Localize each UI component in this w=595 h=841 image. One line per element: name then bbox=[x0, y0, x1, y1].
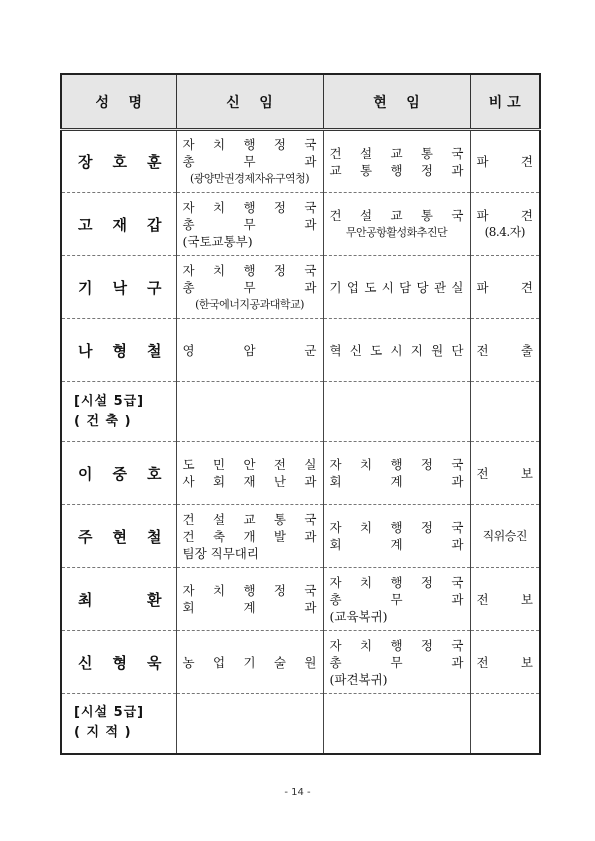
note-line: 파 견 bbox=[476, 208, 533, 223]
person-name: 신 형 욱 bbox=[78, 653, 162, 672]
current-position-cell bbox=[323, 505, 470, 568]
person-name: 이 중 호 bbox=[78, 464, 162, 483]
person-name: 최 환 bbox=[78, 590, 162, 609]
person-name-cell bbox=[61, 631, 176, 694]
note-line: 파 견 bbox=[476, 154, 533, 169]
group-heading-row bbox=[61, 382, 540, 442]
note-line: 직위승진 bbox=[482, 528, 527, 543]
cell-line: 농 업 기 술 원 bbox=[182, 654, 317, 670]
cell-line: 건 설 교 통 국 bbox=[329, 208, 464, 223]
empty-cell bbox=[323, 694, 470, 754]
cell-line: 영 암 군 bbox=[182, 342, 317, 358]
cell-line: (국토교통부) bbox=[182, 233, 253, 249]
person-name-cell bbox=[61, 130, 176, 193]
cell-line: 총 무 과 bbox=[182, 279, 317, 295]
cell-line: (한국에너지공과대학교) bbox=[195, 297, 304, 311]
group-heading-line: ( 지 적 ) bbox=[74, 725, 132, 741]
empty-cell bbox=[323, 382, 470, 442]
cell-line: 건 설 교 통 국 bbox=[329, 145, 464, 161]
cell-line: (교육복귀) bbox=[329, 608, 388, 624]
cell-line: 회 계 과 bbox=[329, 537, 464, 552]
new-position-cell bbox=[176, 130, 323, 193]
cell-line: 자 치 행 정 국 bbox=[329, 457, 464, 472]
table-row bbox=[61, 505, 540, 568]
table-row bbox=[61, 193, 540, 256]
group-heading-line: ( 건 축 ) bbox=[74, 413, 132, 429]
table-row bbox=[61, 568, 540, 631]
cell-line: 건 설 교 통 국 bbox=[182, 511, 317, 527]
group-heading-line: [시설 5급] bbox=[74, 393, 145, 409]
person-name: 고 재 갑 bbox=[78, 215, 162, 234]
note-line: 전 출 bbox=[476, 342, 533, 358]
cell-line: 총 무 과 bbox=[329, 591, 464, 607]
empty-cell bbox=[470, 382, 540, 442]
person-name: 기 낙 구 bbox=[78, 278, 162, 297]
note-line: 전 보 bbox=[476, 591, 533, 607]
person-name-cell bbox=[61, 319, 176, 382]
cell-line: 자 치 행 정 국 bbox=[329, 574, 464, 590]
cell-line: 자 치 행 정 국 bbox=[182, 262, 317, 278]
cell-line: 사 회 재 난 과 bbox=[182, 474, 317, 489]
group-heading-line: [시설 5급] bbox=[74, 705, 145, 721]
personnel-table bbox=[60, 73, 541, 755]
cell-line: 자 치 행 정 국 bbox=[329, 637, 464, 653]
cell-line: 자 치 행 정 국 bbox=[182, 199, 317, 215]
cell-line: 혁 신 도 시 지 원 단 bbox=[329, 342, 464, 358]
person-name: 장 호 훈 bbox=[78, 153, 162, 171]
cell-line: 기 업 도 시 담 당 관 실 bbox=[329, 279, 464, 295]
note-cell bbox=[470, 568, 540, 631]
empty-cell bbox=[176, 694, 323, 754]
cell-line: 자 치 행 정 국 bbox=[182, 583, 317, 598]
note-cell bbox=[470, 130, 540, 193]
person-name-cell bbox=[61, 256, 176, 319]
person-name: 나 형 철 bbox=[78, 341, 162, 360]
table-row bbox=[61, 256, 540, 319]
current-position-cell bbox=[323, 631, 470, 694]
table-row bbox=[61, 319, 540, 382]
note-line: 파 견 bbox=[476, 279, 533, 295]
cell-line: 건 축 개 발 과 bbox=[182, 528, 317, 544]
cell-line: 회 계 과 bbox=[329, 474, 464, 489]
note-line: 전 보 bbox=[476, 465, 533, 481]
note-cell bbox=[470, 256, 540, 319]
table-row bbox=[61, 442, 540, 505]
note-line: (8.4.자) bbox=[484, 225, 525, 239]
note-cell bbox=[470, 505, 540, 568]
new-position-cell bbox=[176, 442, 323, 505]
new-position-cell bbox=[176, 256, 323, 319]
cell-line: 자 치 행 정 국 bbox=[329, 520, 464, 535]
cell-line: 무안공항활성화추진단 bbox=[345, 226, 448, 239]
current-position-cell bbox=[323, 256, 470, 319]
person-name-cell bbox=[61, 568, 176, 631]
note-line: 전 보 bbox=[476, 654, 533, 670]
cell-line: 총 무 과 bbox=[182, 216, 317, 232]
empty-cell bbox=[470, 694, 540, 754]
person-name: 주 현 철 bbox=[78, 527, 162, 546]
note-cell bbox=[470, 319, 540, 382]
current-position-cell bbox=[323, 442, 470, 505]
person-name-cell bbox=[61, 505, 176, 568]
current-position-cell bbox=[323, 568, 470, 631]
cell-line: (광양만권경제자유구역청) bbox=[190, 172, 309, 185]
new-position-cell bbox=[176, 505, 323, 568]
table-row bbox=[61, 130, 540, 193]
current-position-cell bbox=[323, 130, 470, 193]
new-position-cell bbox=[176, 631, 323, 694]
new-position-cell bbox=[176, 568, 323, 631]
cell-line: (파견복귀) bbox=[329, 671, 388, 687]
header-new-position: 신 임 bbox=[176, 74, 323, 130]
group-heading-cell bbox=[61, 382, 176, 442]
cell-line: 도 민 안 전 실 bbox=[182, 457, 317, 472]
empty-cell bbox=[176, 382, 323, 442]
cell-line: 팀장 직무대리 bbox=[182, 545, 259, 561]
current-position-cell bbox=[323, 319, 470, 382]
cell-line: 총 무 과 bbox=[182, 154, 317, 169]
current-position-cell bbox=[323, 193, 470, 256]
new-position-cell bbox=[176, 319, 323, 382]
header-note: 비 고 bbox=[470, 74, 540, 130]
note-cell bbox=[470, 193, 540, 256]
note-cell bbox=[470, 631, 540, 694]
header-current-position: 현 임 bbox=[323, 74, 470, 130]
note-cell bbox=[470, 442, 540, 505]
person-name-cell bbox=[61, 442, 176, 505]
group-heading-cell bbox=[61, 694, 176, 754]
header-name: 성 명 bbox=[61, 74, 176, 130]
cell-line: 회 계 과 bbox=[182, 600, 317, 615]
new-position-cell bbox=[176, 193, 323, 256]
cell-line: 교 통 행 정 과 bbox=[329, 162, 464, 178]
page-number: - 14 - bbox=[284, 787, 311, 798]
group-heading-row bbox=[61, 694, 540, 754]
table-header-row bbox=[61, 74, 540, 130]
person-name-cell bbox=[61, 193, 176, 256]
cell-line: 총 무 과 bbox=[329, 654, 464, 670]
table-row bbox=[61, 631, 540, 694]
cell-line: 자 치 행 정 국 bbox=[182, 137, 317, 152]
